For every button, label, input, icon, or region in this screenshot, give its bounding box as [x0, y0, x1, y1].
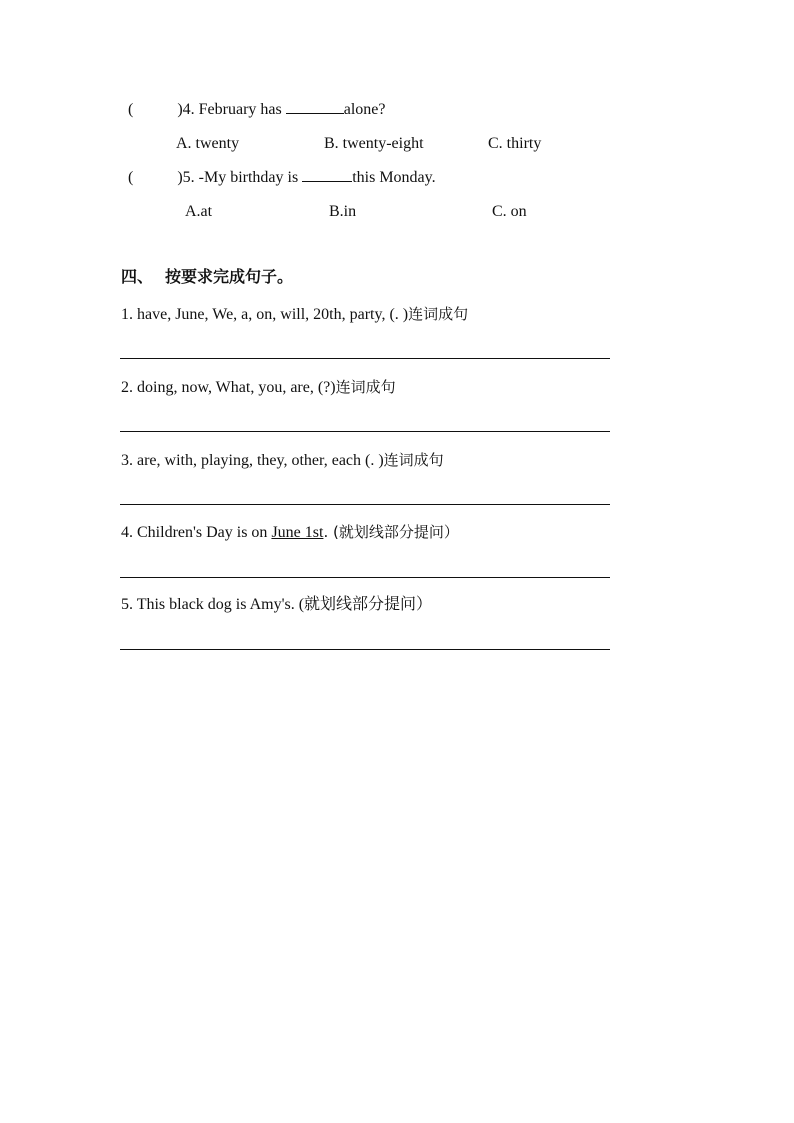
task-words: 2. doing, now, What, you, are, (?): [121, 379, 336, 396]
answer-paren-close: ): [177, 169, 183, 186]
section-title: 按要求完成句子。: [165, 267, 294, 286]
option-c: C. thirty: [488, 135, 542, 152]
section-heading: [121, 267, 293, 287]
question-stem-end: this Monday.: [352, 169, 436, 186]
option-b: B.in: [329, 203, 357, 220]
option-a: A.at: [185, 203, 213, 220]
task-instruction: 连词成句: [335, 378, 396, 396]
option-a: A. twenty: [176, 135, 240, 152]
question-stem-end: alone?: [343, 101, 386, 118]
task-words: 3. are, with, playing, they, other, each (. ): [121, 452, 384, 469]
task-2: [121, 377, 396, 398]
answer-line[interactable]: [120, 358, 610, 359]
task-5: [121, 595, 432, 615]
answer-line[interactable]: [120, 577, 610, 578]
question-4: [128, 99, 386, 120]
fill-blank[interactable]: [302, 167, 352, 182]
task-1: [121, 304, 468, 325]
task-words: 1. have, June, We, a, on, will, 20th, party, (. ): [121, 306, 409, 323]
fill-blank[interactable]: [286, 99, 344, 114]
option-c: C. on: [492, 203, 527, 220]
answer-line[interactable]: [120, 504, 610, 505]
answer-paren-open: (: [128, 169, 134, 186]
task-3: [121, 450, 444, 471]
underlined-phrase: June 1st: [271, 524, 324, 541]
answer-line[interactable]: [120, 649, 610, 650]
answer-paren-close: ): [177, 101, 183, 118]
answer-line[interactable]: [120, 431, 610, 432]
question-stem: 5. -My birthday is: [182, 169, 303, 186]
task-instruction: 连词成句: [383, 451, 444, 469]
answer-paren-open: (: [128, 101, 134, 118]
question-5: [128, 167, 436, 188]
option-b: B. twenty-eight: [324, 135, 424, 152]
section-number: 四、: [121, 267, 154, 286]
task-4: [121, 522, 459, 543]
task-instruction: 连词成句: [408, 305, 469, 323]
task-sentence: 4. Children's Day is on: [121, 524, 272, 541]
question-stem: 4. February has: [182, 101, 286, 118]
task-sentence: 5. This black dog is Amy's. (就划线部分提问）: [121, 596, 433, 613]
task-instruction: . (就划线部分提问）: [323, 523, 459, 541]
